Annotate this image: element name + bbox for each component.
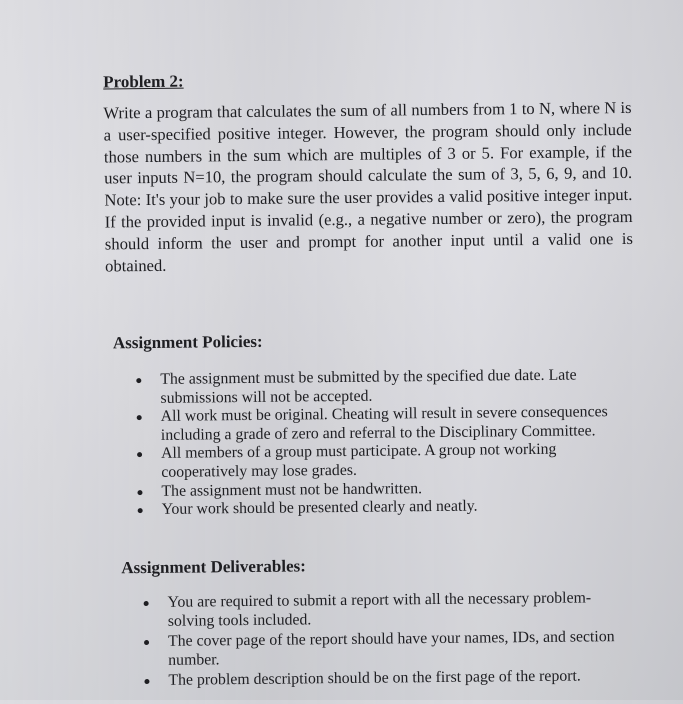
- policy-item-text: The assignment must be submitted by the specified due date. Late submissions will not be accepted.: [160, 366, 577, 407]
- deliverables-title: Assignment Deliverables:: [121, 556, 306, 578]
- bullet-icon: [137, 452, 142, 457]
- list-item: [168, 667, 628, 690]
- deliverable-item-text: The cover page of the report should have your names, IDs, and section number.: [167, 628, 615, 669]
- deliverables-list: [168, 589, 629, 691]
- bullet-icon: [144, 679, 149, 684]
- list-item: [168, 589, 628, 631]
- problem-title: Problem 2:: [103, 71, 184, 92]
- deliverable-item-text: You are required to submit a report with all the necessary problem-solving tools included.: [167, 589, 592, 630]
- list-item: [161, 440, 621, 482]
- bullet-icon: [136, 378, 141, 383]
- policy-item-text: The assignment must not be handwritten.: [161, 479, 423, 500]
- list-item: [168, 628, 628, 670]
- policy-item-text: Your work should be presented clearly and neatly.: [161, 497, 478, 519]
- problem-description: Write a program that calculates the sum of all numbers from 1 to N, where N is a user-specified positive integer. However, the program should only include those numbers in the sum which are multiples of 3 or 5. For example, if the user inputs N=10, the program should calculate the sum of 3, 5, 6, 9, and 10. Note: It's your job to make sure the user provides a valid positive integer input. If the provided input is invalid (e.g., a negative number or zero), the program should inform the user and prompt for another input until a valid one is obtained.: [103, 97, 633, 276]
- deliverable-item-text: The problem description should be on the first page of the report.: [168, 667, 581, 690]
- bullet-icon: [137, 490, 142, 495]
- list-item: [161, 403, 621, 445]
- bullet-icon: [137, 415, 142, 420]
- list-item: [162, 496, 622, 519]
- bullet-icon: [138, 508, 143, 513]
- bullet-icon: [144, 640, 149, 645]
- policies-title: Assignment Policies:: [112, 331, 263, 353]
- policy-item-text: All work must be original. Cheating will result in severe consequences including a grade of zero and referral to the Disciplinary Committee.: [160, 403, 608, 444]
- policies-list: [160, 366, 622, 520]
- bullet-icon: [144, 601, 149, 606]
- list-item: [160, 366, 620, 408]
- policy-item-text: All members of a group must participate. A group not working cooperatively may lose grades.: [160, 441, 557, 481]
